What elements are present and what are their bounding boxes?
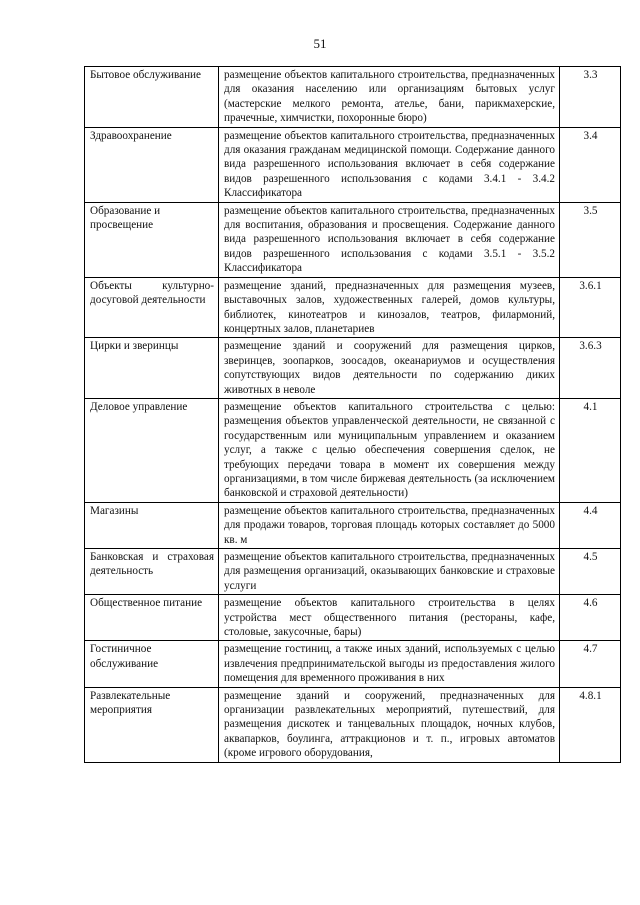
row-name: Цирки и зверинцы [85,338,219,399]
row-name: Деловое управление [85,398,219,502]
row-code: 3.3 [560,67,621,128]
table-row [85,202,621,277]
row-name: Здравоохранение [85,127,219,202]
table-row [85,338,621,399]
page-number: 51 [313,36,327,51]
row-description: размещение зданий, предназначенных для размещения музеев, выставочных залов, художественных галерей, домов культуры, библиотек, кинотеатров и кинозалов, театров, филармоний, концертных залов, планетариев [219,277,560,338]
row-name: Магазины [85,502,219,548]
row-name: Бытовое обслуживание [85,67,219,128]
row-description: размещение объектов капитального строительства, предназначенных для воспитания, образования и просвещения. Содержание данного вида разрешенного использования включает в себя содержание видов разрешенного использования с кодами 3.5.1 - 3.5.2 Классификатора [219,202,560,277]
row-code: 3.6.3 [560,338,621,399]
row-name: Гостиничное обслуживание [85,641,219,687]
table-row [85,687,621,762]
row-name: Объекты культурно-досуговой деятельности [85,277,219,338]
row-name: Образование и просвещение [85,202,219,277]
row-code: 4.4 [560,502,621,548]
row-description: размещение гостиниц, а также иных зданий, используемых с целью извлечения предпринимательской выгоды из предоставления жилого помещения для временного проживания в них [219,641,560,687]
table-row [85,398,621,502]
row-code: 4.6 [560,595,621,641]
row-code: 3.6.1 [560,277,621,338]
row-name: Общественное питание [85,595,219,641]
row-description: размещение объектов капитального строительства, предназначенных для оказания населению или организациям бытовых услуг (мастерские мелкого ремонта, ателье, бани, парикмахерские, прачечные, химчистки, похоронные бюро) [219,67,560,128]
row-description: размещение зданий и сооружений, предназначенных для организации развлекательных мероприятий, путешествий, для размещения дискотек и танцевальных площадок, ночных клубов, аквапарков, боулинга, аттракционов и т. п., игровых автоматов (кроме игрового оборудования, [219,687,560,762]
table-row [85,67,621,128]
row-code: 3.5 [560,202,621,277]
row-code: 4.8.1 [560,687,621,762]
table-row [85,127,621,202]
table-row [85,502,621,548]
row-description: размещение объектов капитального строительства, предназначенных для размещения организаций, оказывающих банковские и страховые услуги [219,549,560,595]
row-code: 4.7 [560,641,621,687]
row-description: размещение объектов капитального строительства, предназначенных для оказания гражданам медицинской помощи. Содержание данного вида разрешенного использования включает в себя содержание видов разрешенного использования с кодами 3.4.1 - 3.4.2 Классификатора [219,127,560,202]
table-row [85,595,621,641]
row-name: Развлекательные мероприятия [85,687,219,762]
table-row [85,277,621,338]
row-code: 4.1 [560,398,621,502]
table-row [85,549,621,595]
row-code: 3.4 [560,127,621,202]
land-use-table [84,66,621,763]
table-row [85,641,621,687]
row-description: размещение зданий и сооружений для размещения цирков, зверинцев, зоопарков, зоосадов, океанариумов и осуществления сопутствующих видов деятельности по содержанию диких животных в неволе [219,338,560,399]
row-description: размещение объектов капитального строительства, предназначенных для продажи товаров, торговая площадь которых составляет до 5000 кв. м [219,502,560,548]
row-name: Банковская и страховая деятельность [85,549,219,595]
row-code: 4.5 [560,549,621,595]
row-description: размещение объектов капитального строительства в целях устройства мест общественного питания (рестораны, кафе, столовые, закусочные, бары) [219,595,560,641]
row-description: размещение объектов капитального строительства с целью: размещения объектов управленческой деятельности, не связанной с государственным или муниципальным управлением и оказанием услуг, а также с целью обеспечения совершения сделок, не требующих передачи товара в момент их совершения между организациями, в том числе биржевая деятельность (за исключением банковской и страховой деятельности) [219,398,560,502]
